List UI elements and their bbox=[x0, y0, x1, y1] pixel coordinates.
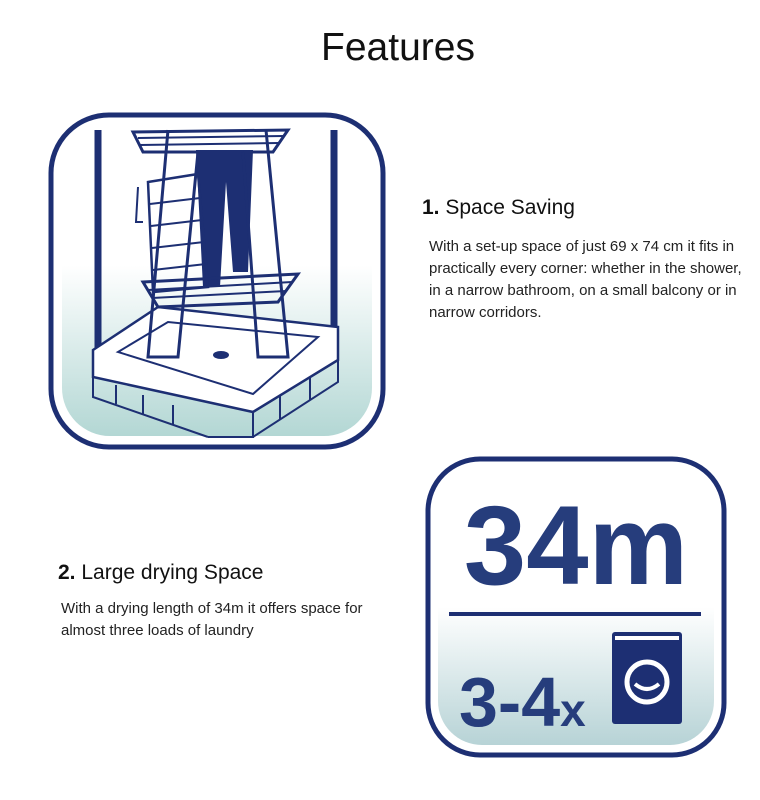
shower-drying-rack-icon bbox=[48, 112, 386, 450]
feature-2-number: 2. bbox=[58, 561, 76, 584]
feature-1-title: Space Saving bbox=[445, 196, 575, 219]
badge-length: 34m bbox=[463, 483, 689, 608]
badge-loads: 3-4 bbox=[459, 663, 561, 741]
feature-2-title: Large drying Space bbox=[81, 561, 264, 584]
washing-machine-icon bbox=[612, 632, 682, 724]
feature-1-number: 1. bbox=[422, 196, 440, 219]
feature-1-heading bbox=[422, 196, 575, 220]
page-title: Features bbox=[321, 26, 475, 69]
feature-1-description: With a set-up space of just 69 x 74 cm it fits in practically every corner: whether in the shower, in a narrow bathroom, on a small balcony or in narrow corridors. bbox=[429, 238, 742, 321]
feature-2-description: With a drying length of 34m it offers space for almost three loads of laundry bbox=[61, 600, 363, 639]
feature-2-heading bbox=[58, 561, 263, 585]
drying-length-icon bbox=[425, 456, 727, 758]
badge-loads-suffix: x bbox=[560, 684, 586, 736]
